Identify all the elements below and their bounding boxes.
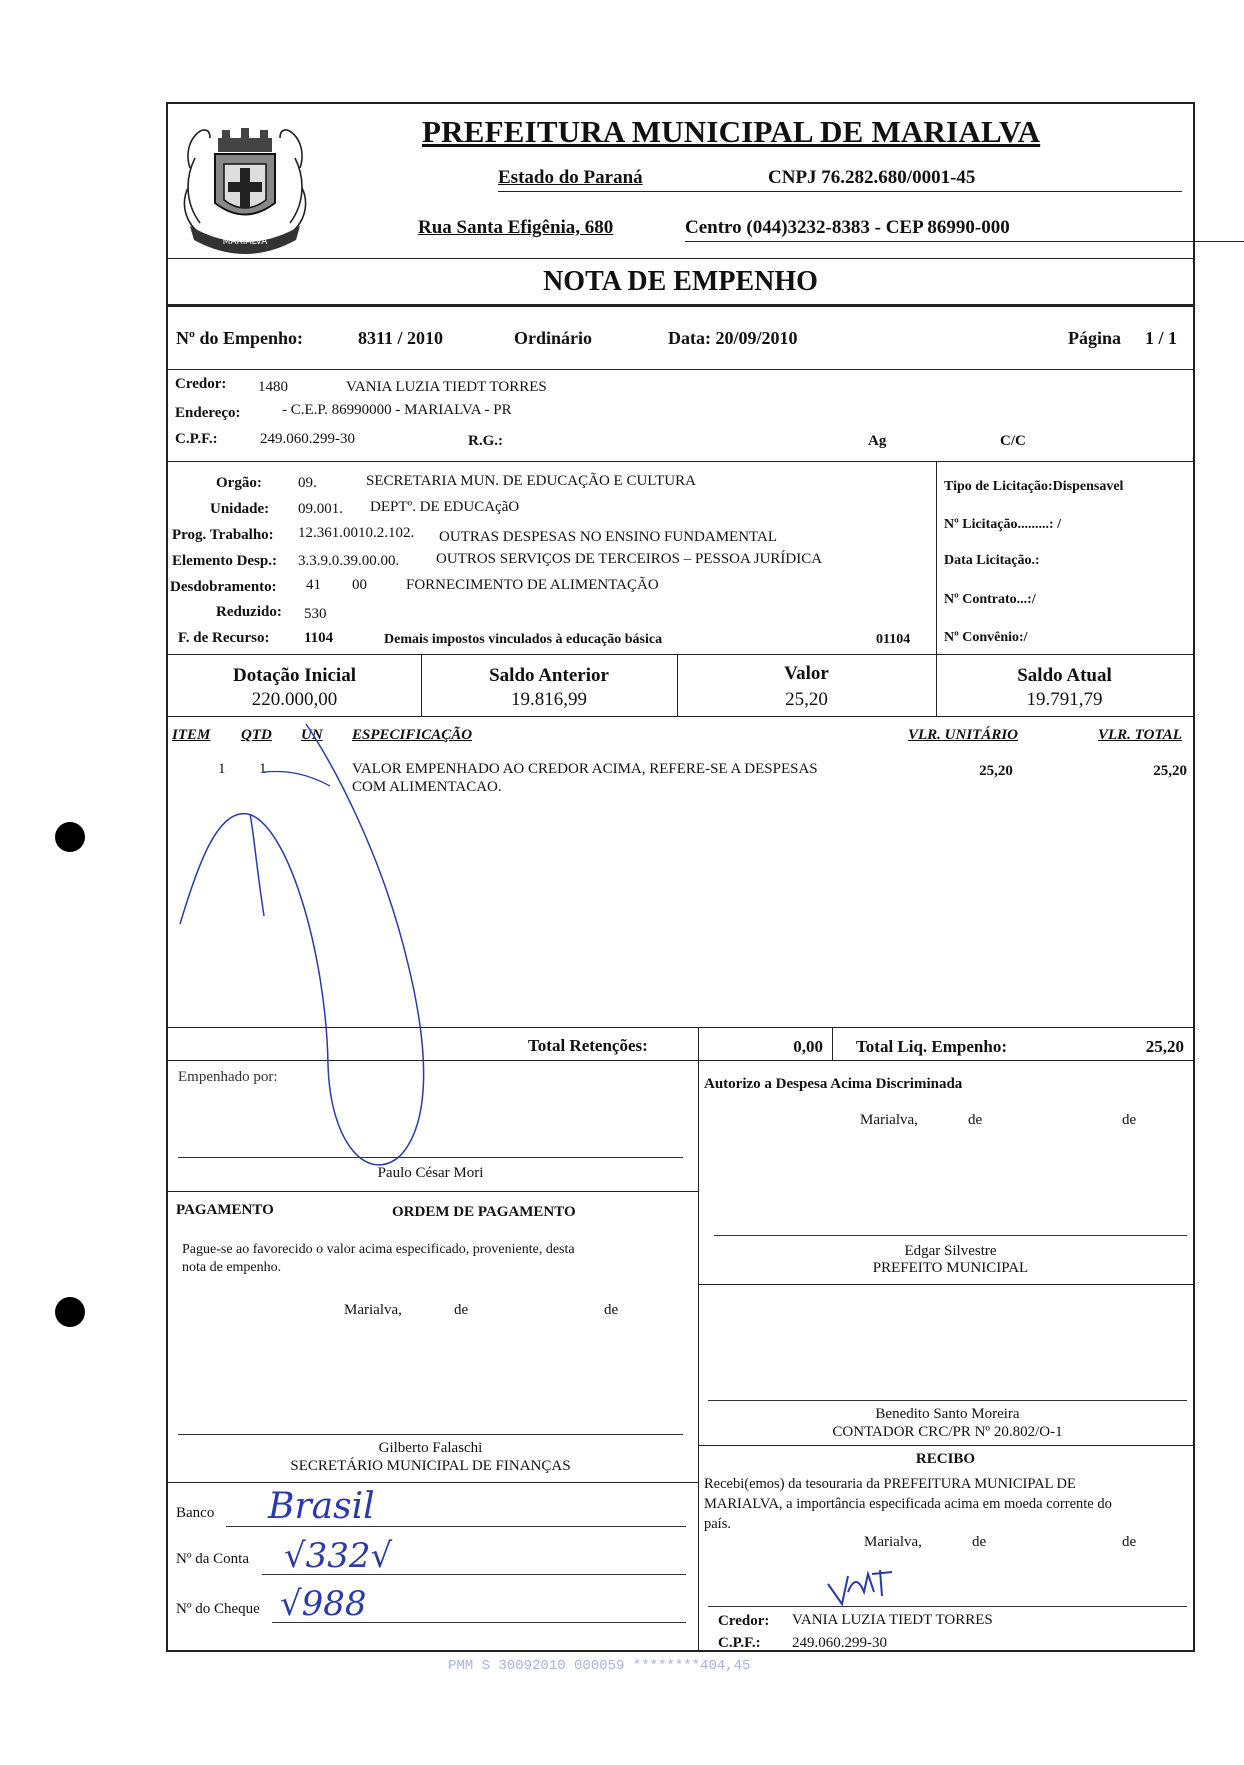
recurso-num: 01104 — [876, 632, 911, 647]
lower-center-separator — [698, 1060, 699, 1652]
qtd-col-header: QTD — [241, 727, 272, 743]
credor-name: VANIA LUZIA TIEDT TORRES — [346, 379, 547, 395]
autorizo-de-2: de — [1122, 1112, 1137, 1128]
cheque-label: Nº do Cheque — [176, 1601, 260, 1617]
desdobramento-code1: 41 — [306, 577, 321, 593]
desdobramento-desc: FORNECIMENTO DE ALIMENTAÇÃO — [406, 577, 659, 593]
dotacao-value: 220.000,00 — [251, 689, 338, 710]
item-col-header: ITEM — [172, 727, 211, 743]
elemento-code: 3.3.9.0.39.00.00. — [298, 553, 400, 569]
orgao-code: 09. — [298, 475, 317, 491]
reduzido-label: Reduzido: — [216, 604, 282, 620]
empenhado-label: Empenhado por: — [178, 1069, 278, 1085]
autorizo-de-1: de — [968, 1112, 983, 1128]
desdobramento-label: Desdobramento: — [170, 579, 277, 595]
row-item: 1 — [218, 761, 226, 777]
empenho-date: Data: 20/09/2010 — [668, 328, 798, 348]
rg-label: R.G.: — [468, 433, 503, 449]
recurso-code: 1104 — [304, 630, 334, 646]
recurso-label: F. de Recurso: — [178, 630, 270, 646]
banco-handwritten: Brasil — [268, 1486, 375, 1527]
liquido-value: 25,20 — [1145, 1037, 1184, 1056]
licitacao-tipo: Tipo de Licitação:Dispensavel — [944, 479, 1124, 494]
total-col-header: VLR. TOTAL — [1098, 727, 1182, 743]
pagamento-de-2: de — [604, 1302, 619, 1318]
orgao-label: Orgão: — [216, 475, 262, 491]
endereco-label: Endereço: — [175, 405, 241, 421]
row-spec-line2: COM ALIMENTACAO. — [352, 779, 502, 795]
pagamento-label: PAGAMENTO — [176, 1202, 274, 1218]
prog-code: 12.361.0010.2.102. — [298, 525, 415, 541]
valor-value: 25,20 — [785, 689, 828, 710]
ag-label: Ag — [868, 433, 887, 449]
autorizo-place: Marialva, — [860, 1112, 918, 1128]
unidade-code: 09.001. — [298, 501, 343, 517]
contador-divider — [698, 1445, 1193, 1446]
punch-hole-bottom — [55, 1297, 85, 1327]
state-underline — [498, 191, 1182, 192]
elemento-label: Elemento Desp.: — [172, 553, 277, 569]
cpf-value: 249.060.299-30 — [260, 431, 355, 447]
unidade-desc: DEPTº. DE EDUCAçãO — [370, 499, 520, 515]
row-qtd: 1 — [259, 761, 267, 777]
street-label: Rua Santa Efigênia, 680 — [418, 217, 614, 238]
budget-licitacao-separator — [936, 461, 937, 654]
address-contact-label: Centro (044)3232-8383 - CEP 86990-000 — [685, 217, 1010, 238]
valor-label: Valor — [784, 663, 829, 684]
recibo-credor-value: VANIA LUZIA TIEDT TORRES — [792, 1612, 993, 1628]
recurso-desc: Demais impostos vinculados à educação básica — [384, 632, 663, 647]
credor-label: Credor: — [175, 376, 227, 392]
conta-label: Nº da Conta — [176, 1551, 249, 1567]
totals-sep-2 — [832, 1027, 833, 1060]
prefeito-signature-line — [714, 1235, 1187, 1236]
page-title: PREFEITURA MUNICIPAL DE MARIALVA — [422, 114, 1041, 149]
credor-signature-scribble — [822, 1562, 912, 1610]
totals-top-divider — [168, 1027, 1193, 1028]
credor-code: 1480 — [258, 379, 288, 395]
banco-label: Banco — [176, 1505, 215, 1521]
prefeito-divider — [698, 1284, 1193, 1285]
cheque-handwritten: √988 — [280, 1584, 367, 1624]
secretario-name: Gilberto Falaschi — [378, 1440, 483, 1456]
page-value: 1 / 1 — [1145, 328, 1178, 348]
endereco-value: - C.E.P. 86990000 - MARIALVA - PR — [282, 402, 512, 418]
balance-divider — [168, 716, 1193, 717]
recibo-de-2: de — [1122, 1534, 1137, 1550]
contador-name: Benedito Santo Moreira — [875, 1406, 1020, 1422]
empenho-number-value: 8311 / 2010 — [358, 328, 444, 348]
secretario-signature-line — [178, 1434, 683, 1435]
liquido-label: Total Liq. Empenho: — [856, 1037, 1007, 1056]
empenho-number-label: Nº do Empenho: — [176, 328, 303, 348]
pagamento-de-1: de — [454, 1302, 469, 1318]
recibo-title: RECIBO — [915, 1451, 976, 1467]
punch-hole-top — [55, 822, 85, 852]
desdobramento-code2: 00 — [352, 577, 367, 593]
title-divider — [168, 304, 1193, 307]
totals-bottom-divider — [168, 1060, 1193, 1061]
info-divider — [168, 369, 1193, 370]
empenho-type: Ordinário — [514, 328, 593, 348]
secretario-title: SECRETÁRIO MUNICIPAL DE FINANÇAS — [290, 1458, 571, 1474]
recibo-signature-line — [708, 1606, 1187, 1607]
ordem-label: ORDEM DE PAGAMENTO — [392, 1204, 576, 1220]
nota-empenho-form — [166, 102, 1195, 1652]
licitacao-convenio: Nº Convênio:/ — [944, 630, 1028, 645]
footer-print-stamp: PMM S 30092010 000059 ********404,45 — [448, 1658, 751, 1674]
svg-text:MARIALVA: MARIALVA — [222, 237, 268, 247]
un-col-header: UN — [301, 727, 323, 743]
recibo-text-1: Recebi(emos) da tesouraria da PREFEITURA MUNICIPAL DE — [704, 1476, 1076, 1492]
page-label: Página — [1068, 328, 1122, 348]
row-unit-value: 25,20 — [979, 763, 1013, 779]
recibo-text-3: país. — [704, 1516, 731, 1532]
state-label: Estado do Paraná — [498, 167, 643, 188]
document-title: NOTA DE EMPENHO — [543, 266, 818, 297]
reduzido-value: 530 — [304, 606, 327, 622]
recibo-de-1: de — [972, 1534, 987, 1550]
autorizo-label: Autorizo a Despesa Acima Discriminada — [704, 1076, 963, 1092]
conta-handwritten: √332√ — [284, 1536, 393, 1576]
licitacao-data: Data Licitação.: — [944, 553, 1040, 568]
row-total-value: 25,20 — [1153, 763, 1187, 779]
coat-of-arms-logo — [170, 108, 320, 258]
cpf-label: C.P.F.: — [175, 431, 218, 447]
dotacao-label: Dotação Inicial — [233, 665, 356, 686]
pagamento-text-2: nota de empenho. — [182, 1260, 282, 1275]
retencoes-label: Total Retenções: — [528, 1036, 648, 1055]
recibo-credor-label: Credor: — [718, 1613, 770, 1629]
saldo-anterior-label: Saldo Anterior — [489, 665, 609, 686]
prog-label: Prog. Trabalho: — [172, 527, 274, 543]
creditor-divider — [168, 461, 1193, 462]
budget-divider — [168, 654, 1193, 655]
prefeito-title: PREFEITO MUNICIPAL — [872, 1260, 1029, 1276]
recibo-text-2: MARIALVA, a importância especificada acima em moeda corrente do — [704, 1496, 1112, 1512]
secretario-divider — [168, 1482, 698, 1483]
recibo-place: Marialva, — [864, 1534, 922, 1550]
pagamento-place: Marialva, — [344, 1302, 402, 1318]
saldo-anterior-value: 19.816,99 — [511, 689, 587, 710]
contador-title: CONTADOR CRC/PR Nº 20.802/O-1 — [832, 1424, 1063, 1440]
cc-label: C/C — [1000, 433, 1026, 449]
licitacao-contrato: Nº Contrato...:/ — [944, 592, 1036, 607]
saldo-atual-value: 19.791,79 — [1026, 689, 1103, 710]
prog-desc: OUTRAS DESPESAS NO ENSINO FUNDAMENTAL — [439, 529, 777, 545]
address-underline — [685, 241, 1244, 242]
cnpj-label: CNPJ 76.282.680/0001-45 — [768, 167, 976, 188]
prefeito-name: Edgar Silvestre — [904, 1243, 997, 1259]
row-spec-line1: VALOR EMPENHADO AO CREDOR ACIMA, REFERE-SE A DESPESAS — [352, 761, 818, 777]
spec-col-header: ESPECIFICAÇÃO — [352, 727, 473, 743]
retencoes-value: 0,00 — [793, 1037, 823, 1056]
recibo-cpf-value: 249.060.299-30 — [792, 1635, 887, 1651]
unit-col-header: VLR. UNITÁRIO — [908, 727, 1019, 743]
unidade-label: Unidade: — [210, 501, 270, 517]
contador-signature-line — [708, 1400, 1187, 1401]
header-divider — [168, 258, 1193, 259]
empenhado-divider — [168, 1191, 698, 1192]
elemento-desc: OUTROS SERVIÇOS DE TERCEIROS – PESSOA JURÍDICA — [436, 551, 823, 567]
pagamento-text-1: Pague-se ao favorecido o valor acima especificado, proveniente, desta — [182, 1242, 575, 1257]
recibo-cpf-label: C.P.F.: — [718, 1635, 761, 1651]
empenhado-name: Paulo César Mori — [377, 1165, 484, 1181]
licitacao-numero: Nº Licitação.........: / — [944, 517, 1061, 532]
orgao-desc: SECRETARIA MUN. DE EDUCAÇÃO E CULTURA — [366, 473, 696, 489]
saldo-atual-label: Saldo Atual — [1017, 665, 1112, 686]
empenhado-signature-line — [178, 1157, 683, 1158]
